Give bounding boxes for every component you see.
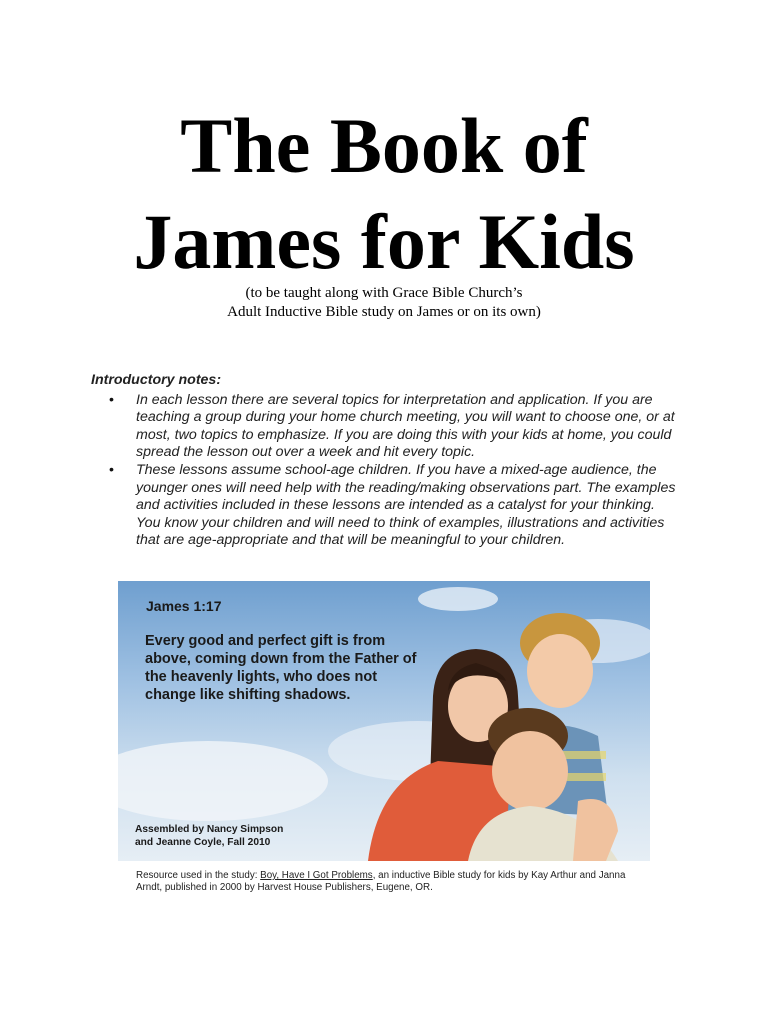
resource-prefix: Resource used in the study: [136,870,261,881]
document-title [0,98,768,290]
introductory-notes [91,372,681,550]
resource-suffix: , an inductive Bible study for kids by Kay Arthur and Janna Arndt, published in 2000 by Harvest House Publishers, Eugene, OR. [136,870,626,893]
notes-heading: Introductory notes: [91,372,222,388]
subtitle-line-1: (to be taught along with Grace Bible Church’s [245,285,523,301]
title-line-2: James for Kids [133,198,635,285]
note-bullet-2: • These lessons assume school-age children. If you have a mixed-age audience, the younger ones will need help with the reading/making observations part. The examples and activities included in these lessons are intended as a catalyst for your thinking. You know your children and will need to think of examples, illustrations and activities that are age-appropriate and that will be meaningful to your children. [136,462,681,550]
verse-text: Every good and perfect gift is from above, coming down from the Father of the heavenly lights, who does not change like shifting shadows. [145,633,417,703]
credit-line-1: Assembled by Nancy Simpson [135,824,284,835]
credit-line-2: and Jeanne Coyle, Fall 2010 [135,836,271,848]
resource-book-title: Boy, Have I Got Problems [260,870,373,881]
resource-note [136,870,636,894]
subtitle-line-2: Adult Inductive Bible study on James or on its own) [227,304,541,320]
boy-front-face [492,731,568,811]
subtitle [0,284,768,322]
credit [135,824,375,849]
verse-reference: James 1:17 [146,598,222,614]
note-bullet-1: • In each lesson there are several topics for interpretation and application. If you are teaching a group during your home church meeting, you will want to choose one, or at most, two topics to emphasize. If you are doing this with your kids at home, you could spread the lesson out over a week and hit every topic. [136,392,681,462]
title-line-1: The Book of [180,102,588,189]
cloud [418,587,498,611]
boy-back-face [527,634,593,708]
children-photo [118,581,650,861]
notes-list [91,392,681,550]
cloud [118,741,328,821]
verse-banner-image [118,581,650,861]
